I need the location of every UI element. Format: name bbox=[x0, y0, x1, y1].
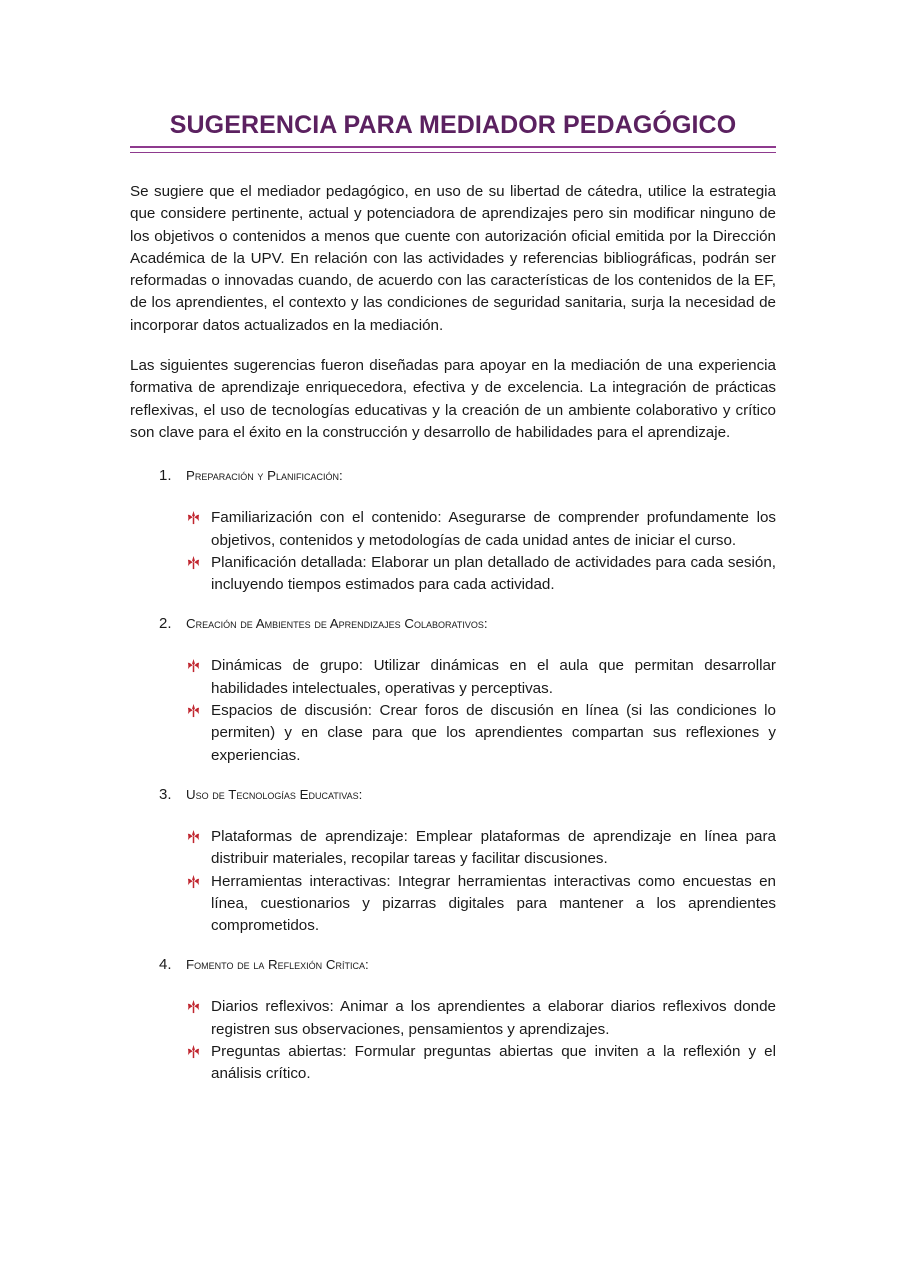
title-underline bbox=[130, 146, 776, 153]
section-title: Creación de Ambientes de Aprendizajes Colaborativos: bbox=[186, 616, 488, 632]
item-text: Preguntas abiertas: Formular preguntas abiertas que inviten a la reflexión y el análisis crítico. bbox=[211, 1043, 776, 1083]
fleur-bullet-icon bbox=[186, 999, 201, 1014]
list-item bbox=[186, 552, 776, 597]
section-3 bbox=[130, 785, 776, 937]
list-item bbox=[186, 871, 776, 938]
item-text: Familiarización con el contenido: Asegurarse de comprender profundamente los objetivos, contenidos y metodologías de cada unidad antes de iniciar el curso. bbox=[211, 509, 776, 549]
section-number: 2. bbox=[159, 615, 172, 633]
list-item bbox=[186, 700, 776, 767]
fleur-bullet-icon bbox=[186, 829, 201, 844]
list-item bbox=[186, 996, 776, 1041]
section-title: Preparación y Planificación: bbox=[186, 468, 343, 484]
item-text: Herramientas interactivas: Integrar herramientas interactivas como encuestas en línea, cuestionarios y pizarras digitales para mantener a los aprendientes comprometidos. bbox=[211, 872, 776, 935]
fleur-bullet-icon bbox=[186, 510, 201, 525]
list-item bbox=[186, 507, 776, 552]
bullet-list bbox=[130, 996, 776, 1085]
fleur-bullet-icon bbox=[186, 703, 201, 718]
intro-paragraph-1: Se sugiere que el mediador pedagógico, en uso de su libertad de cátedra, utilice la estrategia que considere pertinente, actual y potenciadora de aprendizajes pero sin modificar ninguno de los objetivos o contenidos a menos que cuente con autorización oficial emitida por la Dirección Académica de la UPV. En relación con las actividades y referencias bibliográficas, podrán ser reformadas o innovadas cuando, de acuerdo con las características de los contenidos de la EF, de los aprendientes, el contexto y las condiciones de seguridad sanitaria, surja la necesidad de incorporar datos actualizados en la mediación. bbox=[130, 183, 776, 334]
fleur-bullet-icon bbox=[186, 658, 201, 673]
item-text: Dinámicas de grupo: Utilizar dinámicas en el aula que permitan desarrollar habilidades intelectuales, operativas y perceptivas. bbox=[211, 657, 776, 697]
intro-paragraph-2: Las siguientes sugerencias fueron diseñadas para apoyar en la mediación de una experiencia formativa de aprendizaje enriquecedora, efectiva y de excelencia. La integración de prácticas reflexivas, el uso de tecnologías educativas y la creación de un ambiente colaborativo y crítico son clave para el éxito en la construcción y desarrollo de habilidades para el aprendizaje. bbox=[130, 357, 776, 441]
fleur-bullet-icon bbox=[186, 1044, 201, 1059]
section-4 bbox=[130, 955, 776, 1085]
list-item bbox=[186, 655, 776, 700]
list-item bbox=[186, 1041, 776, 1086]
suggestion-list bbox=[130, 466, 776, 1085]
fleur-bullet-icon bbox=[186, 555, 201, 570]
page-title: SUGERENCIA PARA MEDIADOR PEDAGÓGICO bbox=[169, 111, 737, 139]
section-title: Fomento de la Reflexión Crítica: bbox=[186, 957, 369, 973]
item-text: Planificación detallada: Elaborar un plan detallado de actividades para cada sesión, incluyendo tiempos estimados para cada actividad. bbox=[211, 553, 776, 594]
item-text: Diarios reflexivos: Animar a los aprendientes a elaborar diarios reflexivos donde registren sus observaciones, pensamientos y aprendizajes. bbox=[211, 998, 776, 1038]
section-heading bbox=[130, 466, 776, 486]
section-2 bbox=[130, 614, 776, 766]
section-number: 1. bbox=[159, 467, 172, 485]
list-item bbox=[186, 826, 776, 871]
bullet-list bbox=[130, 507, 776, 596]
bullet-list bbox=[130, 655, 776, 766]
section-heading bbox=[130, 785, 776, 805]
section-heading bbox=[130, 614, 776, 634]
section-heading bbox=[130, 955, 776, 975]
section-number: 4. bbox=[159, 956, 172, 974]
section-1 bbox=[130, 466, 776, 596]
fleur-bullet-icon bbox=[186, 874, 201, 889]
bullet-list bbox=[130, 826, 776, 937]
section-title: Uso de Tecnologías Educativas: bbox=[186, 786, 363, 802]
section-number: 3. bbox=[159, 785, 172, 803]
item-text: Plataformas de aprendizaje: Emplear plataformas de aprendizaje en línea para distribuir materiales, recopilar tareas y facilitar discusiones. bbox=[211, 827, 776, 868]
item-text: Espacios de discusión: Crear foros de discusión en línea (si las condiciones lo permiten) y en clase para que los aprendientes compartan sus reflexiones y experiencias. bbox=[211, 702, 776, 764]
